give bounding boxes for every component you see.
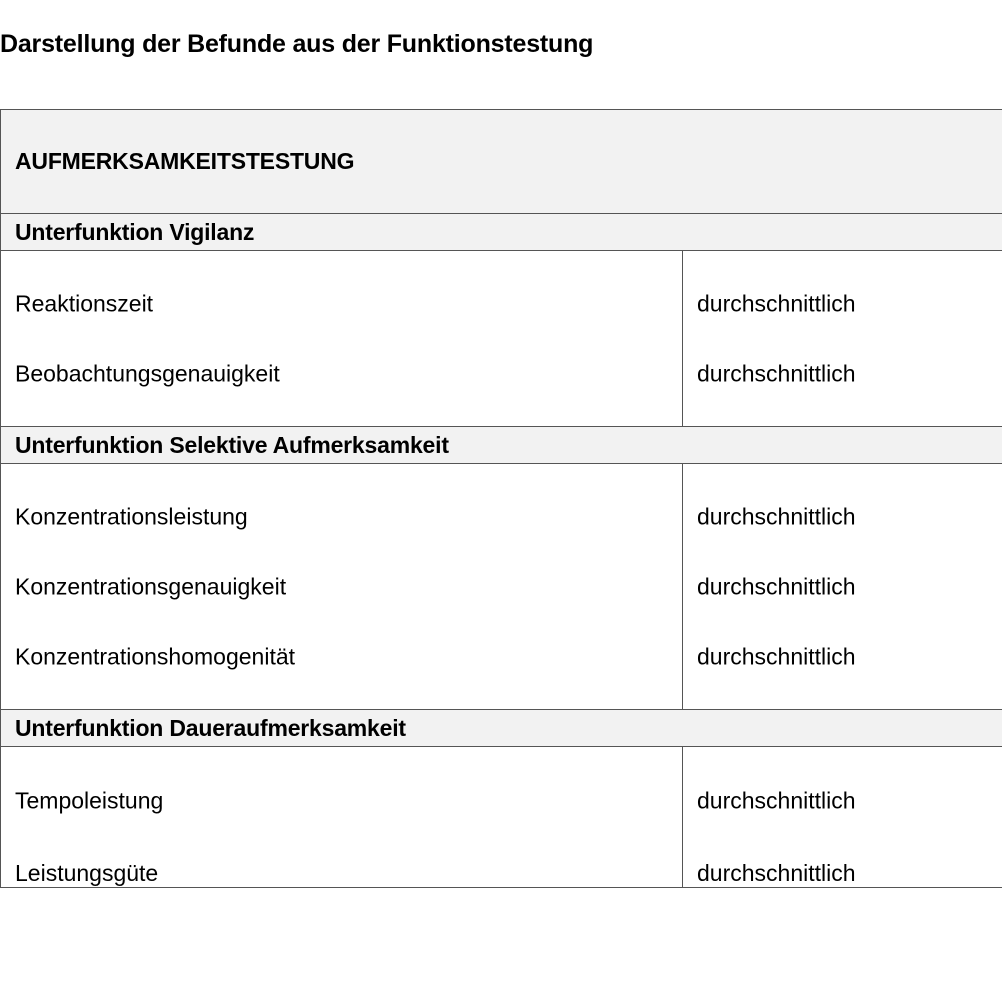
section-header-selektive-aufmerksamkeit: Unterfunktion Selektive Aufmerksamkeit: [1, 427, 1002, 464]
table-main-header: AUFMERKSAMKEITSTESTUNG: [1, 110, 1002, 214]
section-header-vigilanz: Unterfunktion Vigilanz: [1, 214, 1002, 251]
section-body-daueraufmerksamkeit: [1, 747, 1002, 887]
row-label: Konzentrationsleistung: [15, 503, 248, 530]
section-header-daueraufmerksamkeit: Unterfunktion Daueraufmerksamkeit: [1, 710, 1002, 747]
row-value: durchschnittlich: [697, 643, 856, 670]
table-row: [1, 339, 1002, 409]
document-title: Darstellung der Befunde aus der Funktionstestung: [0, 30, 594, 58]
row-label: Reaktionszeit: [15, 290, 154, 317]
section-body-vigilanz: [1, 251, 1002, 427]
row-label: Tempoleistung: [15, 787, 164, 814]
table-row: [1, 622, 1002, 692]
table-row: [1, 836, 1002, 887]
row-value: durchschnittlich: [697, 360, 856, 387]
row-value: durchschnittlich: [697, 787, 856, 814]
table-row: [1, 269, 1002, 339]
table-row: [1, 552, 1002, 622]
row-value: durchschnittlich: [697, 573, 856, 600]
row-label: Konzentrationshomogenität: [15, 643, 296, 670]
findings-table: [0, 109, 1002, 888]
table-row: [1, 766, 1002, 836]
table-row: [1, 482, 1002, 552]
section-body-selektive-aufmerksamkeit: [1, 464, 1002, 710]
row-label: Beobachtungsgenauigkeit: [15, 360, 280, 387]
row-value: durchschnittlich: [697, 290, 856, 317]
row-value: durchschnittlich: [697, 860, 856, 886]
row-value: durchschnittlich: [697, 503, 856, 530]
row-label: Leistungsgüte: [15, 860, 159, 886]
row-label: Konzentrationsgenauigkeit: [15, 573, 287, 600]
